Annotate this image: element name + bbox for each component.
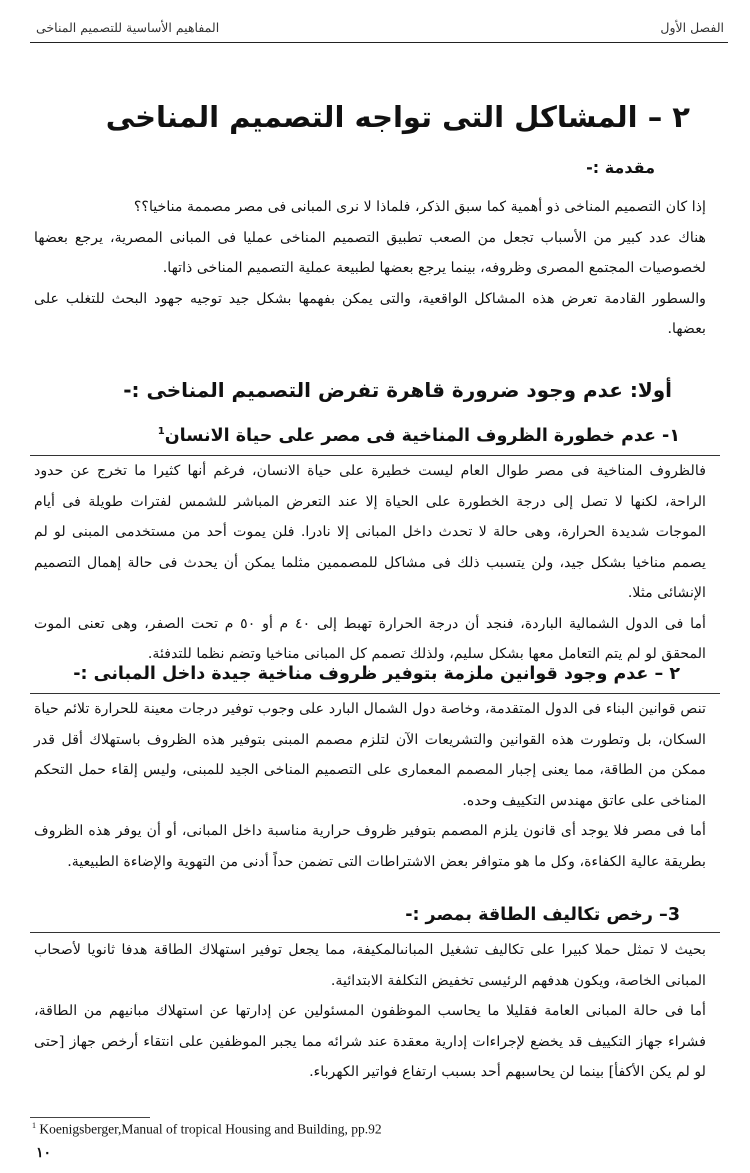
- page-number: ١٠: [36, 1145, 52, 1161]
- book-title-label: المفاهيم الأساسية للتصميم المناخى: [36, 20, 220, 35]
- subsection-1-paragraph-1: فالظروف المناخية فى مصر طوال العام ليست خطيرة على حياة الانسان، فرغم أنها كثيرا ما تخرج عن حدود الراحة، لكنها لا تصل إلى درجة الخطورة على الحياة إلا عند التعرض المباشر للشمس لفترات طويلة فى أيام الموجات شديدة الحرارة، وهى حالة لا تحدث داخل المبانى إلا نادرا. فلن يموت أحد من مستخدمى المبنى لو لم يصمم مناخيا بشكل جيد، ولن يتسبب ذلك فى مشاكل للمصممين مثلما يمكن أن يحدث فى حالة إهمال التصميم الإنشائى مثلا.: [34, 463, 706, 601]
- intro-paragraph: [34, 192, 706, 345]
- section-heading: أولا: عدم وجود ضرورة قاهرة تفرض التصميم المناخى :-: [123, 378, 672, 402]
- footnote-reference: 1: [157, 426, 165, 438]
- intro-line-3: والسطور القادمة تعرض هذه المشاكل الواقعية، والتى يمكن بفهمها بشكل جيد توجيه جهود البحث للتغلب على بعضها.: [34, 290, 706, 337]
- footnote: [32, 1121, 382, 1138]
- subsection-1-title: ١- عدم خطورة الظروف المناخية فى مصر على حياة الانسان: [164, 426, 680, 446]
- page-title: ٢ – المشاكل التى تواجه التصميم المناخى: [105, 100, 690, 134]
- subsection-1-heading: [158, 426, 680, 446]
- subsection-3-body: [34, 935, 706, 1088]
- subsection-2-heading: ٢ – عدم وجود قوانين ملزمة بتوفير ظروف مناخية جيدة داخل المبانى :-: [73, 664, 680, 684]
- footnote-marker: 1: [32, 1121, 36, 1130]
- chapter-label: الفصل الأول: [660, 20, 724, 35]
- subsection-2-body: [34, 694, 706, 877]
- subsection-3-heading: 3– رخص تكاليف الطاقة بمصر :-: [405, 905, 680, 925]
- subsection-3-paragraph-2: أما فى حالة المبانى العامة فقليلا ما يحاسب الموظفون المسئولين عن إدارتها عن استهلاك مبانيهم من الطاقة، فشراء جهاز التكييف قد يخضع لإجراءات إدارية معقدة عند شرائه مما يجبر الموظفين على انتقاء أرخص جهاز [حتى لو لم يكن الأكفأ] بينما لن يحاسبهم أحد بسبب ارتفاع فواتير الكهرباء.: [34, 1003, 706, 1080]
- intro-heading: مقدمة :-: [586, 158, 655, 177]
- header-rule: [30, 42, 728, 43]
- subsection-1-body: [34, 456, 706, 670]
- subsection-2-paragraph-1: تنص قوانين البناء فى الدول المتقدمة، وخاصة دول الشمال البارد على وجوب توفير درجات معينة للحرارة تلائم حياة السكان، بل وتطورت هذه القوانين والتشريعات الآن لتلزم مصمم المبنى بتوفير هذه الظروف باستهلاك أقل قدر ممكن من الطاقة، مما يعنى إجبار المصمم المعمارى على التصميم المناخى الجيد للمبنى، وليس إلقاء حمل التحكم المناخى على عاتق مهندس التكييف وحده.: [34, 701, 706, 809]
- footnote-text: Koenigsberger,Manual of tropical Housing and Building, pp.92: [36, 1121, 382, 1137]
- intro-line-1: إذا كان التصميم المناخى ذو أهمية كما سبق الذكر، فلماذا لا نرى المبانى فى مصر مصممة مناخيا؟؟: [133, 199, 706, 215]
- subsection-3-rule: [30, 932, 720, 933]
- footnote-rule: [30, 1117, 150, 1118]
- intro-line-2: هناك عدد كبير من الأسباب تجعل من الصعب تطبيق التصميم المناخى عمليا فى المبانى المصرية، يرجع بعضها لخصوصيات المجتمع المصرى وظروفه، بينما يرجع بعضها لطبيعة عملية التصميم المناخى ذاتها.: [34, 229, 706, 276]
- subsection-2-paragraph-2: أما فى مصر فلا يوجد أى قانون يلزم المصمم بتوفير ظروف حرارية مناسبة داخل المبانى، أو أن يوفر هذه الظروف بطريقة عالية الكفاءة، وكل ما هو متوافر بعض الاشتراطات التى تضمن حداً أدنى من التهوية والإضاءة الطبيعية.: [34, 823, 706, 870]
- subsection-3-paragraph-1: بحيث لا تمثل حملا كبيرا على تكاليف تشغيل المبانىالمكيفة، مما يجعل توفير استهلاك الطاقة هدفا ثانويا لأصحاب المبانى الخاصة، ويكون هدفهم الرئيسى تخفيض التكلفة الابتدائية.: [34, 942, 706, 989]
- subsection-1-paragraph-2: أما فى الدول الشمالية الباردة، فنجد أن درجة الحرارة تهبط إلى ٤٠ م أو ٥٠ م تحت الصفر، وهى تعنى الموت المحقق لو لم يتم التعامل معها بشكل سليم، ولذلك تصمم كل المبانى مناخيا وتضم نظما للتدفئة.: [34, 615, 706, 662]
- running-header: [36, 18, 724, 40]
